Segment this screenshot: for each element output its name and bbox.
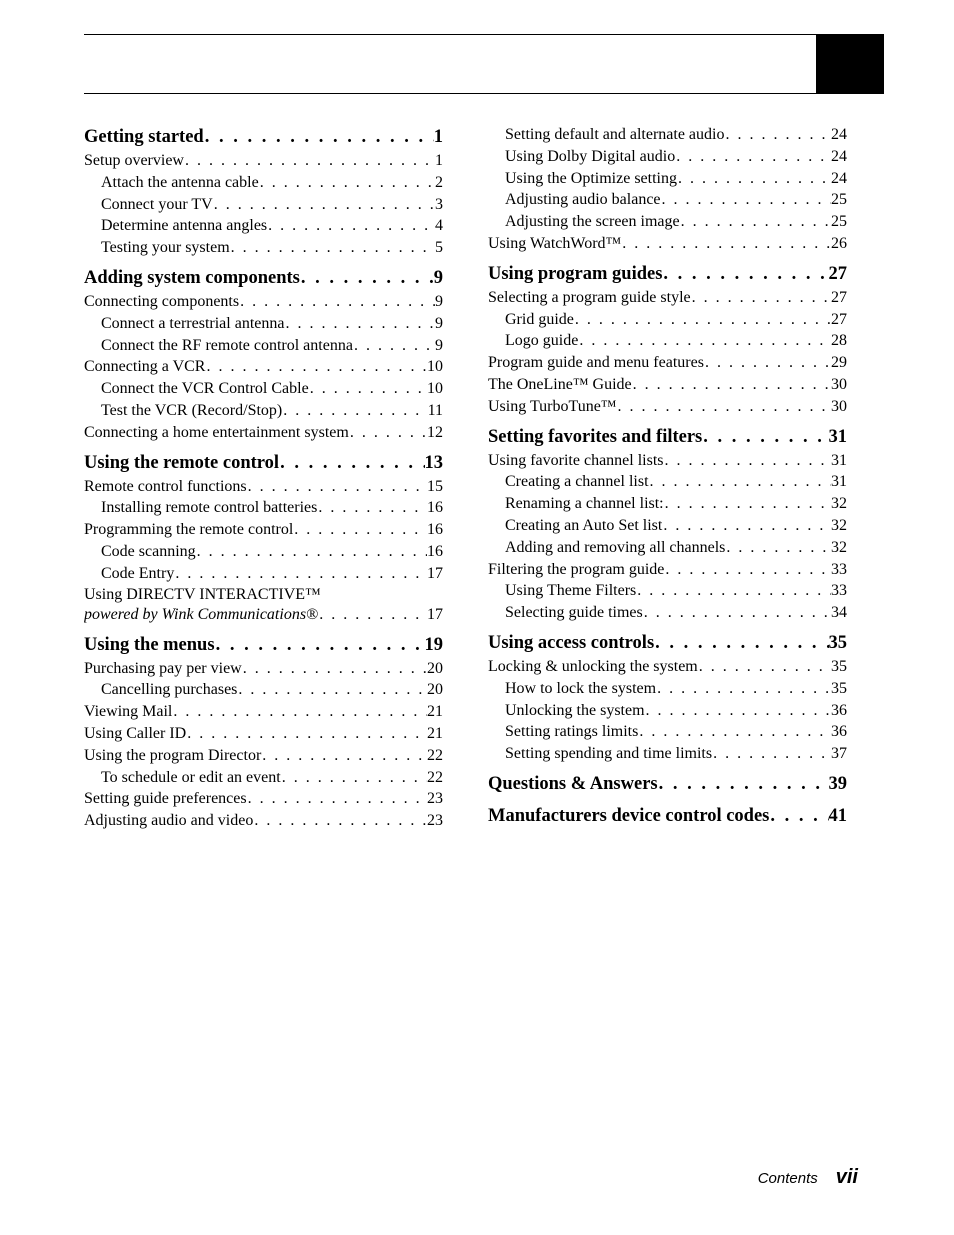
dot-leader xyxy=(317,497,427,519)
dot-leader xyxy=(261,745,427,767)
toc-entry-title: Connecting a VCR xyxy=(84,358,206,376)
toc-entry-title: Using the remote control xyxy=(84,452,280,473)
dot-leader xyxy=(704,352,831,374)
dot-leader xyxy=(282,400,427,422)
toc-page-number: 21 xyxy=(427,703,443,721)
toc-page-number: 26 xyxy=(831,234,847,252)
toc-page-number: 30 xyxy=(831,375,847,393)
toc-page-number: 15 xyxy=(427,477,443,495)
toc-page-number: 22 xyxy=(427,768,443,786)
toc-subsection-entry[interactable] xyxy=(488,580,847,602)
toc-page-number: 31 xyxy=(831,451,847,469)
toc-page-number: 35 xyxy=(828,632,847,653)
toc-entry-title: Manufacturers device control codes xyxy=(488,805,770,826)
toc-entry-title: Using the Optimize setting xyxy=(505,169,677,187)
dot-leader xyxy=(247,788,427,810)
dot-leader xyxy=(186,723,427,745)
dot-leader xyxy=(725,537,831,559)
toc-subsection-entry[interactable] xyxy=(488,700,847,722)
toc-subsection-entry[interactable] xyxy=(84,541,443,563)
toc-subsection-entry[interactable] xyxy=(84,313,443,335)
toc-entry-title: Using the program Director xyxy=(84,746,262,764)
dot-leader xyxy=(654,630,828,656)
toc-section-entry[interactable] xyxy=(488,450,847,472)
toc-entry-title: To schedule or edit an event xyxy=(101,768,281,786)
dot-leader xyxy=(284,313,435,335)
dot-leader xyxy=(616,396,831,418)
toc-page-number: 41 xyxy=(828,805,847,826)
toc-entry-title: Determine antenna angles xyxy=(101,217,268,235)
dot-leader xyxy=(174,563,427,585)
toc-page-number: 23 xyxy=(427,790,443,808)
toc-chapter-heading[interactable] xyxy=(84,124,443,150)
toc-entry-title: Setting favorites and filters xyxy=(488,426,703,447)
dot-leader xyxy=(658,771,829,797)
toc-section-entry[interactable] xyxy=(488,656,847,678)
toc-entry-title: Code Entry xyxy=(101,564,175,582)
toc-page-number: 1 xyxy=(433,127,443,147)
dot-leader xyxy=(664,559,831,581)
toc-subsection-entry[interactable] xyxy=(84,172,443,194)
toc-page-number: 24 xyxy=(831,169,847,187)
toc-subsection-entry[interactable] xyxy=(488,678,847,700)
toc-page-number: 12 xyxy=(427,423,443,441)
toc-page-number: 30 xyxy=(831,397,847,415)
dot-leader xyxy=(259,172,435,194)
toc-entry-title: Using access controls xyxy=(488,632,655,653)
toc-subsection-entry[interactable] xyxy=(84,767,443,789)
toc-page-number: 19 xyxy=(424,634,443,655)
toc-page-number: 29 xyxy=(831,354,847,372)
page-footer xyxy=(758,1166,858,1189)
dot-leader xyxy=(645,700,831,722)
toc-entry-title: Remote control functions xyxy=(84,477,247,495)
toc-subsection-entry[interactable] xyxy=(488,309,847,331)
toc-subsection-entry[interactable] xyxy=(488,537,847,559)
chapter-tab-block xyxy=(816,34,884,94)
toc-entry-title: Using Caller ID xyxy=(84,724,187,742)
dot-leader xyxy=(698,656,831,678)
toc-page-number: 33 xyxy=(831,560,847,578)
toc-entry-title: Program guide and menu features xyxy=(488,354,704,372)
toc-section-entry[interactable] xyxy=(84,356,443,378)
toc-page-number: 34 xyxy=(831,604,847,622)
toc-page-number: 22 xyxy=(427,746,443,764)
toc-page-number: 9 xyxy=(435,314,443,332)
toc-subsection-entry[interactable] xyxy=(84,335,443,357)
toc-entry-title: Filtering the program guide xyxy=(488,560,665,578)
toc-page-number: 17 xyxy=(427,605,443,623)
toc-section-entry[interactable] xyxy=(488,352,847,374)
toc-page-number: 25 xyxy=(831,191,847,209)
toc-section-entry[interactable] xyxy=(84,788,443,810)
toc-entry-title: Locking & unlocking the system xyxy=(488,657,698,675)
toc-page-number: 31 xyxy=(828,426,847,447)
toc-subsection-entry[interactable] xyxy=(488,168,847,190)
toc-entry-title: Renaming a channel list: xyxy=(505,495,664,513)
toc-entry-title: Grid guide xyxy=(505,310,574,328)
toc-page-number: 10 xyxy=(427,358,443,376)
dot-leader xyxy=(196,541,427,563)
page-number: vii xyxy=(835,1166,858,1188)
toc-section-entry[interactable] xyxy=(488,374,847,396)
footer-section-label: Contents xyxy=(757,1170,818,1187)
toc-section-entry[interactable] xyxy=(84,291,443,313)
dot-leader xyxy=(769,803,828,829)
toc-subsection-entry[interactable] xyxy=(488,515,847,537)
dot-leader xyxy=(656,678,831,700)
toc-subsection-entry[interactable] xyxy=(488,146,847,168)
toc-page-number: 2 xyxy=(435,173,443,191)
toc-page-number: 24 xyxy=(831,126,847,143)
toc-page-number: 16 xyxy=(427,499,443,517)
toc-entry-title: Using WatchWord™ xyxy=(488,234,622,252)
dot-leader xyxy=(578,330,831,352)
toc-entry-title: Using favorite channel lists xyxy=(488,451,664,469)
toc-section-entry[interactable] xyxy=(84,810,443,832)
dot-leader xyxy=(621,233,831,255)
dot-leader xyxy=(638,721,831,743)
dot-leader xyxy=(702,424,828,450)
toc-page-number: 35 xyxy=(831,657,847,675)
toc-page-number: 27 xyxy=(831,288,847,306)
toc-section-entry[interactable] xyxy=(84,150,443,172)
toc-entry-title: Setting guide preferences xyxy=(84,790,247,808)
toc-entry-title: Setting ratings limits xyxy=(505,723,639,741)
toc-page-number: 20 xyxy=(427,681,443,699)
toc-page-number: 10 xyxy=(427,380,443,398)
toc-chapter-heading[interactable] xyxy=(488,630,847,656)
dot-leader xyxy=(281,767,427,789)
dot-leader xyxy=(184,150,435,172)
dot-leader xyxy=(636,580,831,602)
toc-entry-title: Connecting components xyxy=(84,292,240,310)
toc-entry-title: Questions & Answers xyxy=(488,773,658,794)
toc-page-number: 37 xyxy=(831,745,847,763)
toc-section-entry[interactable] xyxy=(84,519,443,541)
toc-subsection-entry[interactable] xyxy=(84,194,443,216)
toc-subsection-entry[interactable] xyxy=(488,721,847,743)
dot-leader xyxy=(237,679,427,701)
toc-subsection-entry[interactable] xyxy=(488,330,847,352)
toc-entry-multiline[interactable] xyxy=(84,585,443,626)
toc-subsection-entry[interactable] xyxy=(84,563,443,585)
toc-page-number: 32 xyxy=(831,495,847,513)
toc-entry-title: Programming the remote control xyxy=(84,521,294,539)
toc-entry-title: How to lock the system xyxy=(505,679,657,697)
toc-page-number: 5 xyxy=(435,239,443,257)
dot-leader xyxy=(677,168,831,190)
dot-leader xyxy=(205,356,427,378)
dot-leader xyxy=(172,701,427,723)
toc-entry-title: Connect the RF remote control antenna xyxy=(101,336,353,354)
toc-subsection-entry[interactable] xyxy=(84,378,443,400)
toc-entry-title: Selecting guide times xyxy=(505,604,643,622)
toc-chapter-heading[interactable] xyxy=(84,632,443,658)
toc-page-number: 16 xyxy=(427,521,443,539)
toc-entry-title: Using the menus xyxy=(84,634,215,655)
dot-leader xyxy=(253,810,427,832)
toc-section-entry[interactable] xyxy=(84,723,443,745)
toc-page-number: 32 xyxy=(831,516,847,534)
dot-leader xyxy=(724,124,831,146)
toc-entry-title: Connecting a home entertainment system xyxy=(84,423,349,441)
dot-leader xyxy=(632,374,831,396)
toc-page-number: 9 xyxy=(435,292,443,310)
toc-entry-title: Connect a terrestrial antenna xyxy=(101,314,285,332)
toc-subsection-entry[interactable] xyxy=(488,602,847,624)
toc-page-number: 32 xyxy=(831,538,847,556)
toc-entry-title: Logo guide xyxy=(505,332,579,350)
toc-subsection-entry[interactable] xyxy=(84,400,443,422)
dot-leader xyxy=(267,215,435,237)
toc-entry-title-line2: powered by Wink Communications® xyxy=(84,605,319,623)
toc-subsection-entry[interactable] xyxy=(488,189,847,211)
toc-section-entry[interactable] xyxy=(488,559,847,581)
dot-leader xyxy=(242,658,427,680)
dot-leader xyxy=(680,211,831,233)
toc-page-number: 39 xyxy=(828,773,847,794)
toc-page-number: 13 xyxy=(424,452,443,473)
toc-entry-title: Using program guides xyxy=(488,263,663,284)
dot-leader xyxy=(239,291,435,313)
dot-leader xyxy=(300,265,434,291)
toc-entry-title: Unlocking the system xyxy=(505,701,645,719)
dot-leader xyxy=(204,124,434,150)
toc-entry-title: The OneLine™ Guide xyxy=(488,375,632,393)
dot-leader xyxy=(649,471,831,493)
toc-entry-title: Using TurboTune™ xyxy=(488,397,617,415)
toc-page-number: 17 xyxy=(427,564,443,582)
toc-entry-title: Creating a channel list xyxy=(505,473,649,491)
dot-leader xyxy=(230,237,435,259)
dot-leader xyxy=(349,422,427,444)
toc-page-number: 23 xyxy=(427,812,443,830)
toc-entry-title: Installing remote control batteries xyxy=(101,499,318,517)
toc-page-number: 11 xyxy=(427,401,443,419)
toc-subsection-entry[interactable] xyxy=(488,743,847,765)
toc-page-number: 1 xyxy=(435,152,443,169)
toc-page-number: 16 xyxy=(427,542,443,560)
dot-leader xyxy=(574,309,831,331)
toc-page-number: 35 xyxy=(831,679,847,697)
toc-entry-title: Code scanning xyxy=(101,542,196,560)
toc-page-number: 27 xyxy=(831,310,847,328)
toc-page-number: 31 xyxy=(831,473,847,491)
dot-leader xyxy=(712,743,831,765)
toc-subsection-entry[interactable] xyxy=(84,679,443,701)
toc-entry-title: Using Dolby Digital audio xyxy=(505,147,676,165)
toc-subsection-entry[interactable] xyxy=(488,471,847,493)
toc-subsection-entry[interactable] xyxy=(488,124,847,146)
toc-section-entry[interactable] xyxy=(84,422,443,444)
toc-page-number: 33 xyxy=(831,582,847,600)
toc-chapter-heading[interactable] xyxy=(84,450,443,476)
toc-entry-title: Viewing Mail xyxy=(84,703,173,721)
toc-page-number: 20 xyxy=(427,659,443,677)
toc-section-entry[interactable] xyxy=(84,701,443,723)
toc-page-number: 24 xyxy=(831,147,847,165)
toc-chapter-heading[interactable] xyxy=(488,803,847,829)
dot-leader xyxy=(661,189,831,211)
toc-section-entry[interactable] xyxy=(488,287,847,309)
toc-subsection-entry[interactable] xyxy=(84,215,443,237)
toc-chapter-heading[interactable] xyxy=(488,771,847,797)
dot-leader xyxy=(353,335,435,357)
toc-entry-title: Adjusting audio balance xyxy=(505,191,661,209)
toc-entry-title: Connect your TV xyxy=(101,195,213,213)
dot-leader xyxy=(309,378,427,400)
toc-section-entry[interactable] xyxy=(84,745,443,767)
dot-leader xyxy=(675,146,831,168)
toc-entry-title: Setup overview xyxy=(84,152,184,169)
dot-leader xyxy=(664,493,831,515)
toc-page-number: 3 xyxy=(435,195,443,213)
toc-page-number: 21 xyxy=(427,724,443,742)
toc-subsection-entry[interactable] xyxy=(84,237,443,259)
toc-entry-title: Adjusting the screen image xyxy=(505,213,680,231)
toc-page-number: 25 xyxy=(831,213,847,231)
toc-entry-title: Attach the antenna cable xyxy=(101,173,259,191)
toc-entry-title: Adding and removing all channels xyxy=(505,538,726,556)
dot-leader xyxy=(318,605,427,625)
toc-section-entry[interactable] xyxy=(84,658,443,680)
toc-entry-title: Purchasing pay per view xyxy=(84,659,242,677)
toc-page-number: 9 xyxy=(433,267,443,288)
toc-entry-title: Setting default and alternate audio xyxy=(505,126,725,143)
toc-column-right xyxy=(488,124,847,829)
dot-leader xyxy=(664,450,831,472)
toc-page-number: 28 xyxy=(831,332,847,350)
dot-leader xyxy=(293,519,427,541)
header-bottom-rule xyxy=(84,93,884,94)
toc-entry-title: Test the VCR (Record/Stop) xyxy=(101,401,283,419)
dot-leader xyxy=(643,602,831,624)
dot-leader xyxy=(691,287,831,309)
toc-entry-title: Connect the VCR Control Cable xyxy=(101,380,309,398)
dot-leader xyxy=(247,476,427,498)
toc-section-entry[interactable] xyxy=(488,233,847,255)
toc-entry-row xyxy=(84,605,443,626)
toc-section-entry[interactable] xyxy=(84,476,443,498)
toc-entry-title: Getting started xyxy=(84,127,204,147)
toc-entry-title: Adding system components xyxy=(84,267,300,288)
toc-entry-title-line1: Using DIRECTV INTERACTIVE™ xyxy=(84,585,321,603)
toc-entry-title: Using Theme Filters xyxy=(505,582,637,600)
dot-leader xyxy=(279,450,424,476)
toc-subsection-entry[interactable] xyxy=(488,211,847,233)
toc-subsection-entry[interactable] xyxy=(84,497,443,519)
toc-chapter-heading[interactable] xyxy=(84,265,443,291)
toc-entry-title: Cancelling purchases xyxy=(101,681,238,699)
header-top-rule xyxy=(84,34,884,35)
toc-entry-title: Adjusting audio and video xyxy=(84,812,254,830)
toc-page-number: 36 xyxy=(831,701,847,719)
dot-leader xyxy=(662,515,831,537)
toc-entry-title: Testing your system xyxy=(101,239,230,257)
toc-entry-title: Setting spending and time limits xyxy=(505,745,713,763)
toc-chapter-heading[interactable] xyxy=(488,261,847,287)
toc-section-entry[interactable] xyxy=(488,396,847,418)
toc-page-number: 36 xyxy=(831,723,847,741)
dot-leader xyxy=(215,632,425,658)
dot-leader xyxy=(213,194,435,216)
toc-page-number: 9 xyxy=(435,336,443,354)
toc-page-number: 27 xyxy=(828,263,847,284)
toc-entry-title: Creating an Auto Set list xyxy=(505,516,663,534)
toc-page-number: 4 xyxy=(435,217,443,235)
toc-entry-title: Selecting a program guide style xyxy=(488,288,691,306)
toc-column-left xyxy=(84,124,443,832)
toc-subsection-entry[interactable] xyxy=(488,493,847,515)
toc-chapter-heading[interactable] xyxy=(488,424,847,450)
dot-leader xyxy=(662,261,828,287)
